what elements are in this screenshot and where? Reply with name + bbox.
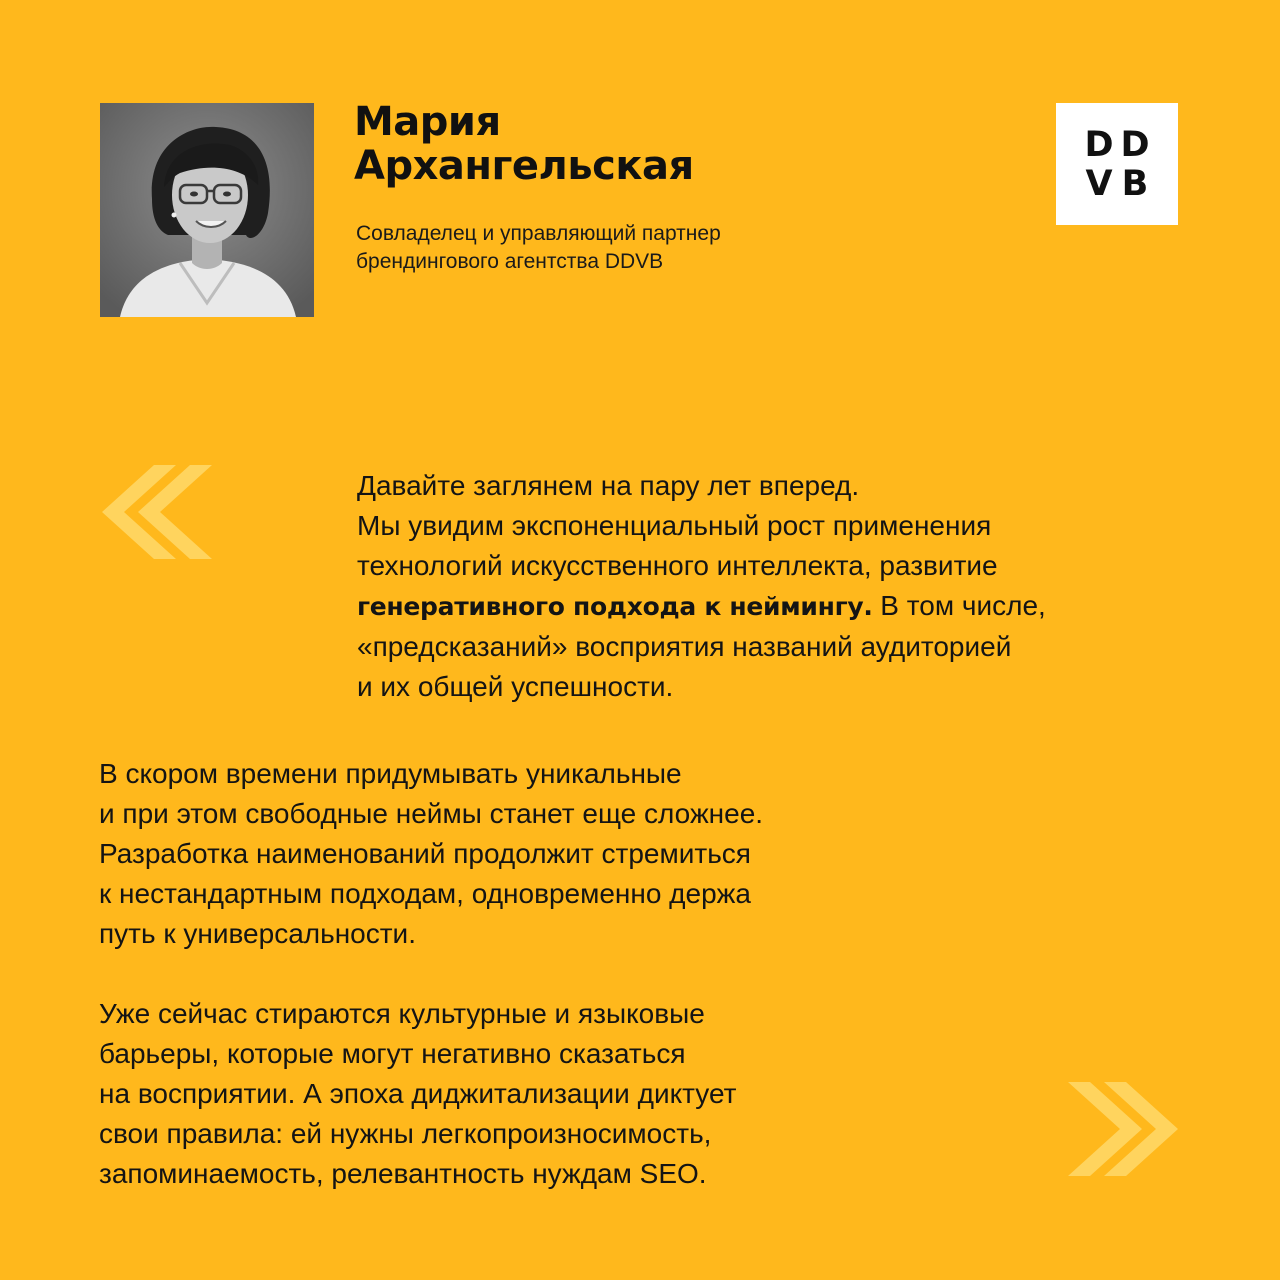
body-paragraph-1 [99,754,999,954]
quote-emphasis: генеративного подхода к неймингу. [357,592,873,621]
quote-line-with-emphasis [357,586,1157,627]
logo-letter-d1: D [1084,125,1114,165]
portrait-illustration [100,103,314,317]
paragraph-line: на восприятии. А эпоха диджитализации диктует [99,1078,737,1109]
quote-line-rest: В том числе, [872,590,1046,621]
body-paragraph-2 [99,994,999,1194]
logo-letter-v: V [1085,164,1113,204]
logo-letter-b: B [1121,164,1149,204]
quote-line: и их общей успешности. [357,671,674,702]
paragraph-line: Уже сейчас стираются культурные и языковые [99,998,705,1029]
ddvb-logo [1056,103,1178,225]
person-role [356,220,721,276]
double-chevron-left-icon [100,465,212,559]
person-name [354,100,694,188]
paragraph-line: к нестандартным подходам, одновременно держа [99,878,751,909]
person-name-first: Мария [354,99,501,145]
quote-line: технологий искусственного интеллекта, развитие [357,550,998,581]
paragraph-line: свои правила: ей нужны легкопроизносимость, [99,1118,712,1149]
quote-line: Давайте заглянем на пару лет вперед. [357,470,860,501]
person-name-last: Архангельская [354,143,694,189]
quote-text [357,466,1157,707]
paragraph-line: барьеры, которые могут негативно сказаться [99,1038,686,1069]
paragraph-line: путь к универсальности. [99,918,416,949]
double-chevron-right-icon [1068,1082,1180,1176]
paragraph-line: запоминаемость, релевантность нуждам SEO. [99,1158,707,1189]
person-role-line-2: брендингового агентства DDVB [356,250,664,273]
quote-line: «предсказаний» восприятия названий аудиторией [357,631,1012,662]
paragraph-line: В скором времени придумывать уникальные [99,758,682,789]
quote-line: Мы увидим экспоненциальный рост применения [357,510,992,541]
paragraph-line: Разработка наименований продолжит стремиться [99,838,751,869]
paragraph-line: и при этом свободные неймы станет еще сложнее. [99,798,764,829]
logo-letter-d2: D [1120,125,1150,165]
person-role-line-1: Совладелец и управляющий партнер [356,222,721,245]
portrait-photo [100,103,314,317]
